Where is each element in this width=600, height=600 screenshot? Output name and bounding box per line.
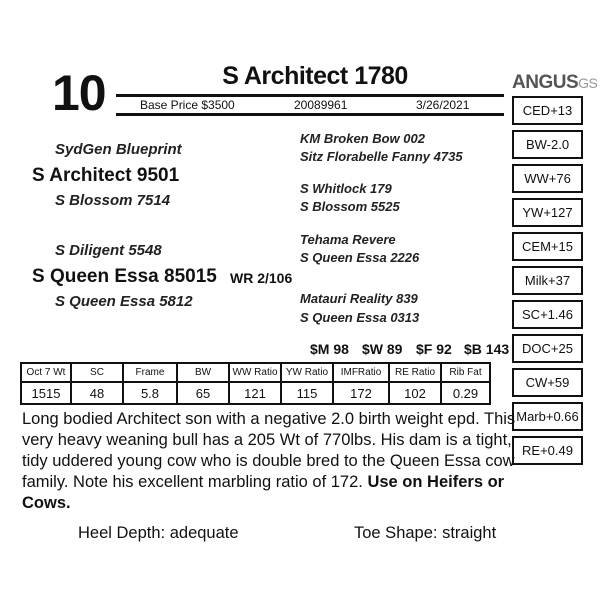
registration-number: 20089961 bbox=[294, 98, 348, 112]
header-bar bbox=[116, 94, 504, 116]
perf-value-cell: 1515 bbox=[21, 382, 71, 404]
pedigree-dam-dam: S Queen Essa 5812 bbox=[55, 293, 193, 310]
base-price: Base Price $3500 bbox=[140, 98, 235, 112]
animal-name bbox=[0, 62, 600, 91]
pedigree-sire: S Architect 9501 bbox=[32, 165, 180, 186]
lot-number: 10 bbox=[52, 65, 106, 121]
pedigree-sire-sire: SydGen Blueprint bbox=[55, 141, 182, 158]
epd-column bbox=[512, 96, 583, 470]
pedigree-right-3: S Whitlock 179 bbox=[300, 181, 392, 196]
pedigree-right-8: S Queen Essa 0313 bbox=[300, 310, 420, 325]
pedigree-dam: S Queen Essa 85015 bbox=[32, 266, 217, 287]
epd-doc: DOC+25 bbox=[512, 334, 583, 363]
breed-logo bbox=[512, 72, 597, 94]
perf-header-cell: Frame bbox=[123, 363, 177, 382]
description-emphasis: Use on Heifers or Cows. bbox=[22, 473, 505, 512]
epd-marb: Marb+0.66 bbox=[512, 402, 583, 431]
epd-bw: BW-2.0 bbox=[512, 130, 583, 159]
animal-name-text: S Architect 1780 bbox=[222, 62, 408, 90]
pedigree-right-1: KM Broken Bow 002 bbox=[300, 131, 425, 146]
pedigree-dam-sire: S Diligent 5548 bbox=[55, 242, 162, 259]
epd-ced: CED+13 bbox=[512, 96, 583, 125]
perf-header-cell: IMFRatio bbox=[333, 363, 389, 382]
description bbox=[22, 409, 516, 514]
performance-table bbox=[20, 362, 491, 405]
pedigree-right-4: S Blossom 5525 bbox=[300, 199, 400, 214]
perf-value-cell: 0.29 bbox=[441, 382, 490, 404]
description-text: Long bodied Architect son with a negative 2.0 birth weight epd. This very heavy weaning bull has a 205 Wt of 770lbs. His dam is a tight, tidy uddered young cow who is double bred to the Queen Essa cow family. Note his excellent marbling ratio of 172. bbox=[22, 410, 516, 491]
epd-ww: WW+76 bbox=[512, 164, 583, 193]
perf-header-cell: BW bbox=[177, 363, 229, 382]
pedigree-right-6: S Queen Essa 2226 bbox=[300, 250, 420, 265]
perf-header-cell: SC bbox=[71, 363, 123, 382]
pedigree-right-5: Tehama Revere bbox=[300, 232, 396, 247]
toe-shape: Toe Shape: straight bbox=[354, 524, 497, 542]
perf-header-cell: YW Ratio bbox=[281, 363, 333, 382]
perf-value-cell: 65 bbox=[177, 382, 229, 404]
pedigree-sire-dam: S Blossom 7514 bbox=[55, 192, 171, 209]
perf-header-cell: WW Ratio bbox=[229, 363, 281, 382]
heel-depth: Heel Depth: adequate bbox=[78, 524, 239, 542]
perf-value-cell: 172 bbox=[333, 382, 389, 404]
perf-value-cell: 115 bbox=[281, 382, 333, 404]
performance-header-row bbox=[21, 363, 490, 382]
breed-logo-main: ANGUS bbox=[512, 72, 579, 93]
index-w: $W 89 bbox=[362, 341, 403, 357]
perf-value-cell: 5.8 bbox=[123, 382, 177, 404]
epd-re: RE+0.49 bbox=[512, 436, 583, 465]
perf-value-cell: 102 bbox=[389, 382, 441, 404]
perf-value-cell: 121 bbox=[229, 382, 281, 404]
epd-sc: SC+1.46 bbox=[512, 300, 583, 329]
epd-cem: CEM+15 bbox=[512, 232, 583, 261]
breed-logo-suffix: GS bbox=[578, 75, 598, 91]
header-rule-bottom bbox=[116, 113, 504, 116]
header-rule-top bbox=[116, 94, 504, 97]
pedigree-right-2: Sitz Florabelle Fanny 4735 bbox=[300, 149, 463, 164]
index-f: $F 92 bbox=[416, 341, 452, 357]
epd-cw: CW+59 bbox=[512, 368, 583, 397]
perf-header-cell: RE Ratio bbox=[389, 363, 441, 382]
perf-header-cell: Rib Fat bbox=[441, 363, 490, 382]
performance-value-row bbox=[21, 382, 490, 404]
epd-yw: YW+127 bbox=[512, 198, 583, 227]
birth-date: 3/26/2021 bbox=[416, 98, 470, 112]
epd-milk: Milk+37 bbox=[512, 266, 583, 295]
index-b: $B 143 bbox=[464, 341, 510, 357]
pedigree-right-7: Matauri Reality 839 bbox=[300, 291, 418, 306]
dam-weaning-ratio: WR 2/106 bbox=[230, 270, 293, 286]
perf-header-cell: Oct 7 Wt bbox=[21, 363, 71, 382]
index-m: $M 98 bbox=[310, 341, 349, 357]
perf-value-cell: 48 bbox=[71, 382, 123, 404]
